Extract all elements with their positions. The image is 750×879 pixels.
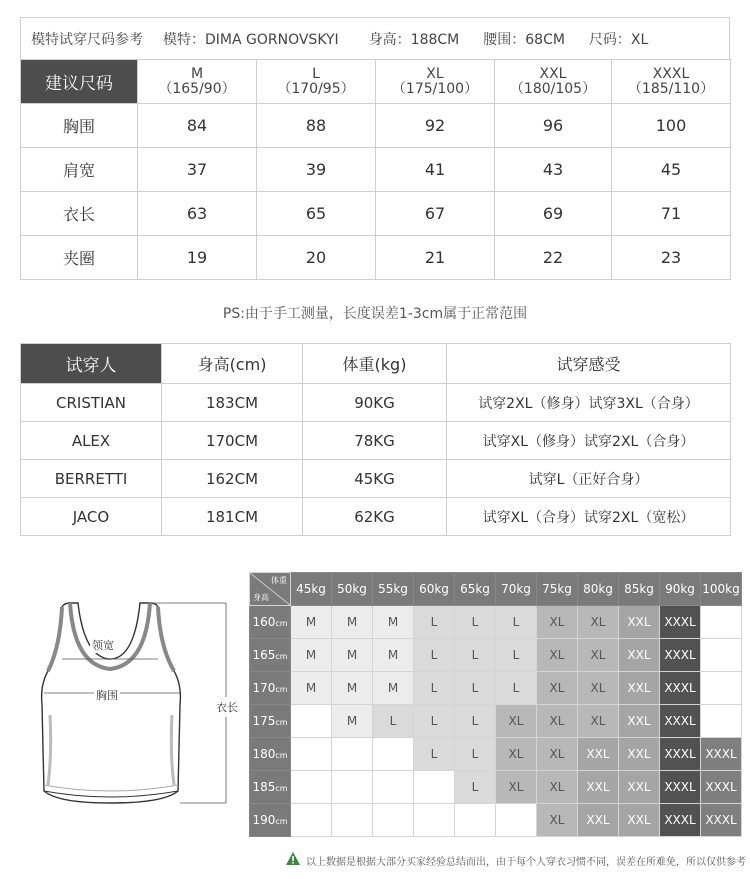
size-cell: M <box>291 606 332 639</box>
size-cell <box>701 606 742 639</box>
model-name: 模特：DIMA GORNOVSKYI <box>163 31 339 48</box>
size-cell: L <box>414 738 455 771</box>
table-row <box>21 384 731 422</box>
size-cell: L <box>496 639 537 672</box>
size-cell: XXXL <box>660 606 701 639</box>
size-cell: L <box>455 639 496 672</box>
size-cell: L <box>455 606 496 639</box>
grid-row <box>250 639 742 672</box>
size-cell <box>496 804 537 837</box>
grid-row <box>250 804 742 837</box>
tester-name: JACO <box>21 498 162 536</box>
size-cell <box>291 738 332 771</box>
weight-header: 75kg <box>537 573 578 606</box>
size-cell <box>701 639 742 672</box>
grid-row <box>250 705 742 738</box>
size-cell: M <box>332 705 373 738</box>
size-cell: XXXL <box>660 672 701 705</box>
tester-height: 162CM <box>162 460 303 498</box>
model-height: 身高：188CM <box>368 31 460 48</box>
table-cell: 22 <box>495 236 612 280</box>
table-cell: 37 <box>138 148 257 192</box>
weight-header: 80kg <box>578 573 619 606</box>
size-cell: M <box>332 606 373 639</box>
size-table-title: 模特试穿尺码参考 <box>31 31 143 48</box>
size-cell: L <box>414 606 455 639</box>
size-cell: XXXL <box>660 771 701 804</box>
table-cell: 67 <box>376 192 495 236</box>
row-label: 衣长 <box>21 192 138 236</box>
tester-feel: 试穿2XL（修身）试穿3XL（合身） <box>447 384 731 422</box>
size-cell <box>373 804 414 837</box>
tester-weight: 45KG <box>303 460 447 498</box>
size-col-m: M （165/90） <box>138 60 257 104</box>
tester-height: 170CM <box>162 422 303 460</box>
size-cell <box>332 771 373 804</box>
size-cell: XL <box>496 705 537 738</box>
size-cell: XXL <box>619 606 660 639</box>
size-cell: L <box>455 771 496 804</box>
size-cell: M <box>332 639 373 672</box>
table-cell: 71 <box>612 192 731 236</box>
size-cell: XXXL <box>701 738 742 771</box>
size-col-l: L （170/95） <box>257 60 376 104</box>
tester-name: ALEX <box>21 422 162 460</box>
table-cell: 21 <box>376 236 495 280</box>
size-cell <box>414 771 455 804</box>
size-cell: XXXL <box>660 705 701 738</box>
size-cell: M <box>373 606 414 639</box>
height-header: 180cm <box>250 738 291 771</box>
height-header: 160cm <box>250 606 291 639</box>
size-cell: XL <box>578 672 619 705</box>
table-cell: 63 <box>138 192 257 236</box>
size-cell: L <box>455 705 496 738</box>
weight-header: 90kg <box>660 573 701 606</box>
trial-header-row <box>21 344 731 384</box>
row-label: 夹圈 <box>21 236 138 280</box>
tester-height: 183CM <box>162 384 303 422</box>
size-col-xxl: XXL （180/105） <box>495 60 612 104</box>
grid-row <box>250 771 742 804</box>
size-cell: M <box>373 639 414 672</box>
weight-header: 60kg <box>414 573 455 606</box>
size-recommendation-grid <box>249 572 742 837</box>
suggested-size-label: 建议尺码 <box>21 60 138 104</box>
weight-header: 100kg <box>701 573 742 606</box>
size-cell <box>701 672 742 705</box>
tank-top-illustration <box>14 585 249 840</box>
header-weight: 体重(kg) <box>303 344 447 384</box>
grid-row <box>250 738 742 771</box>
tester-feel: 试穿XL（修身）试穿2XL（合身） <box>447 422 731 460</box>
table-cell: 84 <box>138 104 257 148</box>
table-cell: 39 <box>257 148 376 192</box>
table-row <box>21 422 731 460</box>
size-cell: XXL <box>619 771 660 804</box>
grid-row <box>250 672 742 705</box>
row-label: 肩宽 <box>21 148 138 192</box>
chest-label: 胸围 <box>96 689 118 702</box>
size-cell: XL <box>537 804 578 837</box>
size-cell: XL <box>537 705 578 738</box>
size-cell <box>373 771 414 804</box>
size-cell: XL <box>496 738 537 771</box>
size-cell <box>373 738 414 771</box>
size-cell: XL <box>578 639 619 672</box>
table-cell: 19 <box>138 236 257 280</box>
table-row <box>21 236 731 280</box>
model-size: 尺码：XL <box>588 31 649 48</box>
height-header: 185cm <box>250 771 291 804</box>
height-header: 165cm <box>250 639 291 672</box>
size-cell: XL <box>537 639 578 672</box>
grid-header-row <box>250 573 742 606</box>
tester-name: BERRETTI <box>21 460 162 498</box>
weight-header: 65kg <box>455 573 496 606</box>
size-cell: XXL <box>619 738 660 771</box>
size-cell: XL <box>578 606 619 639</box>
size-cell: XXXL <box>701 771 742 804</box>
table-cell: 43 <box>495 148 612 192</box>
grid-row <box>250 606 742 639</box>
table-cell: 100 <box>612 104 731 148</box>
size-cell: XL <box>537 606 578 639</box>
size-col-xl: XL （175/100） <box>376 60 495 104</box>
trial-table <box>20 343 731 536</box>
size-cell: M <box>332 672 373 705</box>
size-cell: XXL <box>619 639 660 672</box>
size-cell: XXL <box>619 672 660 705</box>
size-cell: XXXL <box>701 804 742 837</box>
measurement-note: PS:由于手工测量，长度误差1-3cm属于正常范围 <box>222 306 528 322</box>
table-row <box>21 104 731 148</box>
weight-header: 50kg <box>332 573 373 606</box>
row-label: 胸围 <box>21 104 138 148</box>
size-cell: M <box>291 672 332 705</box>
corner-height-label: 身高 <box>253 593 269 602</box>
size-cell: L <box>373 705 414 738</box>
disclaimer-note: 以上数据是根据大部分买家经验总结而出，由于每个人穿衣习惯不同，误差在所难免，所以仅供参考 <box>306 857 746 868</box>
size-cell: L <box>414 705 455 738</box>
height-header: 190cm <box>250 804 291 837</box>
tester-name: CRISTIAN <box>21 384 162 422</box>
size-cell <box>701 705 742 738</box>
table-row <box>21 148 731 192</box>
collar-width-label: 领宽 <box>92 639 114 652</box>
table-row <box>21 498 731 536</box>
size-cell <box>332 804 373 837</box>
tester-feel: 试穿L（正好合身） <box>447 460 731 498</box>
tester-weight: 62KG <box>303 498 447 536</box>
size-cell: L <box>414 672 455 705</box>
table-cell: 69 <box>495 192 612 236</box>
height-header: 170cm <box>250 672 291 705</box>
table-cell: 20 <box>257 236 376 280</box>
corner-weight-label: 体重 <box>271 576 287 585</box>
header-feel: 试穿感受 <box>447 344 731 384</box>
weight-header: 55kg <box>373 573 414 606</box>
table-cell: 45 <box>612 148 731 192</box>
tester-height: 181CM <box>162 498 303 536</box>
size-cell <box>291 705 332 738</box>
tester-weight: 78KG <box>303 422 447 460</box>
size-cell: M <box>291 639 332 672</box>
length-label: 衣长 <box>216 697 238 717</box>
size-cell: XL <box>537 738 578 771</box>
weight-header: 85kg <box>619 573 660 606</box>
warning-icon <box>286 850 300 869</box>
table-cell: 92 <box>376 104 495 148</box>
size-cell <box>414 804 455 837</box>
garment-diagram <box>14 585 249 840</box>
table-row <box>21 460 731 498</box>
model-waist: 腰围：68CM <box>483 31 565 48</box>
table-cell: 96 <box>495 104 612 148</box>
size-header-row <box>21 60 731 104</box>
size-chart-table <box>20 59 731 280</box>
size-cell: M <box>373 672 414 705</box>
size-cell: XXL <box>578 804 619 837</box>
size-cell: XL <box>496 771 537 804</box>
header-tester: 试穿人 <box>21 344 162 384</box>
size-cell: XL <box>537 771 578 804</box>
tester-weight: 90KG <box>303 384 447 422</box>
size-cell: XXXL <box>660 804 701 837</box>
size-cell <box>332 738 373 771</box>
size-cell: L <box>414 639 455 672</box>
table-cell: 88 <box>257 104 376 148</box>
size-cell: XXL <box>578 738 619 771</box>
tester-feel: 试穿XL（合身）试穿2XL（宽松） <box>447 498 731 536</box>
size-col-xxxl: XXXL （185/110） <box>612 60 731 104</box>
weight-header: 70kg <box>496 573 537 606</box>
size-cell <box>291 771 332 804</box>
table-cell: 23 <box>612 236 731 280</box>
size-cell: XL <box>578 705 619 738</box>
table-row <box>21 192 731 236</box>
table-cell: 65 <box>257 192 376 236</box>
size-cell: L <box>496 606 537 639</box>
size-cell: XXL <box>619 705 660 738</box>
size-cell: L <box>496 672 537 705</box>
size-cell <box>291 804 332 837</box>
size-cell: L <box>455 672 496 705</box>
size-cell: XXXL <box>660 738 701 771</box>
size-cell: XXL <box>619 804 660 837</box>
size-cell: XXL <box>578 771 619 804</box>
header-height: 身高(cm) <box>162 344 303 384</box>
size-cell: XL <box>537 672 578 705</box>
size-table-header <box>20 17 730 59</box>
size-cell <box>455 804 496 837</box>
grid-corner <box>250 573 291 606</box>
table-cell: 41 <box>376 148 495 192</box>
size-cell: XXXL <box>660 639 701 672</box>
size-cell: L <box>455 738 496 771</box>
height-header: 175cm <box>250 705 291 738</box>
weight-header: 45kg <box>291 573 332 606</box>
